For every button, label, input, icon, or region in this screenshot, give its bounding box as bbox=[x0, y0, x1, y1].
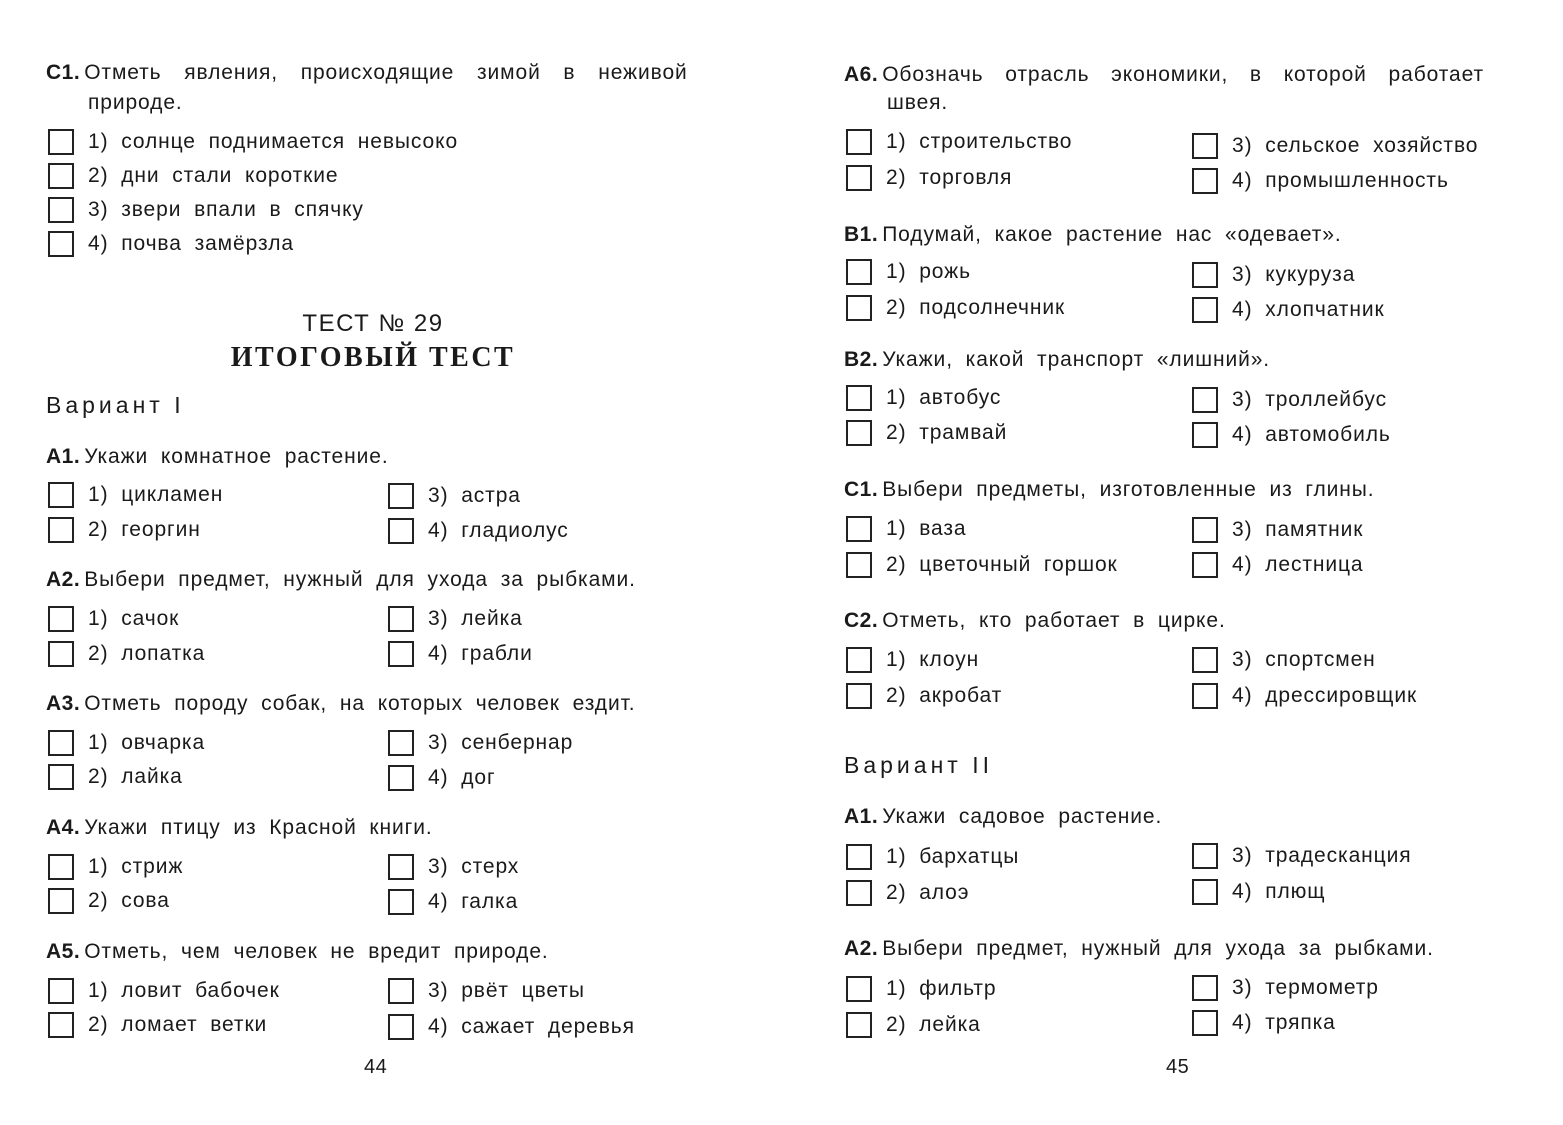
checkbox[interactable] bbox=[1192, 879, 1218, 905]
option[interactable]: 1) ловит бабочек bbox=[48, 976, 280, 1006]
option[interactable]: 3) спортсмен bbox=[1192, 645, 1376, 675]
checkbox[interactable] bbox=[48, 978, 74, 1004]
checkbox[interactable] bbox=[388, 854, 414, 880]
question-a3: А3. Отметь породу собак, на которых человек ездит. bbox=[46, 692, 636, 715]
checkbox[interactable] bbox=[388, 889, 414, 915]
checkbox[interactable] bbox=[1192, 422, 1218, 448]
checkbox[interactable] bbox=[388, 518, 414, 544]
checkbox[interactable] bbox=[1192, 975, 1218, 1001]
checkbox[interactable] bbox=[48, 1012, 74, 1038]
page-number: 45 bbox=[1166, 1056, 1190, 1078]
checkbox[interactable] bbox=[846, 552, 872, 578]
option[interactable]: 1) рожь bbox=[846, 257, 971, 287]
option[interactable]: 2) лайка bbox=[48, 762, 183, 792]
variant-heading: Вариант II bbox=[844, 752, 993, 778]
option[interactable]: 4) сажает деревья bbox=[388, 1012, 635, 1042]
option[interactable]: 2) лейка bbox=[846, 1010, 981, 1040]
option[interactable]: 2) акробат bbox=[846, 681, 1002, 711]
option[interactable]: 4) гладиолус bbox=[388, 516, 569, 546]
test-subtitle: ИТОГОВЫЙ ТЕСТ bbox=[230, 342, 516, 373]
question-text-line1: Отметь явления, происходящие зимой в неживой bbox=[84, 61, 688, 84]
checkbox[interactable] bbox=[846, 259, 872, 285]
checkbox[interactable] bbox=[1192, 168, 1218, 194]
option[interactable]: 3) сельское хозяйство bbox=[1192, 131, 1478, 161]
checkbox[interactable] bbox=[1192, 387, 1218, 413]
option[interactable]: 2) лопатка bbox=[48, 639, 205, 669]
question-b2: В2. Укажи, какой транспорт «лишний». bbox=[844, 348, 1271, 371]
question-b1: В1. Подумай, какое растение нас «одевает». bbox=[844, 223, 1342, 246]
question-a1: А1. Укажи комнатное растение. bbox=[46, 445, 389, 468]
checkbox[interactable] bbox=[846, 516, 872, 542]
checkbox[interactable] bbox=[846, 165, 872, 191]
option[interactable]: 2) торговля bbox=[846, 163, 1012, 193]
checkbox[interactable] bbox=[48, 854, 74, 880]
checkbox[interactable] bbox=[846, 1012, 872, 1038]
checkbox[interactable] bbox=[48, 730, 74, 756]
option[interactable]: 4) галка bbox=[388, 887, 518, 917]
option[interactable]: 3) астра bbox=[388, 481, 521, 511]
question-a1-v2: А1. Укажи садовое растение. bbox=[844, 805, 1163, 828]
question-a4: А4. Укажи птицу из Красной книги. bbox=[46, 816, 433, 839]
option[interactable]: 3) термометр bbox=[1192, 973, 1379, 1003]
option[interactable]: 1) фильтр bbox=[846, 974, 996, 1004]
checkbox[interactable] bbox=[388, 1014, 414, 1040]
checkbox[interactable] bbox=[1192, 683, 1218, 709]
checkbox[interactable] bbox=[388, 641, 414, 667]
option[interactable]: 4) автомобиль bbox=[1192, 420, 1391, 450]
page-44 bbox=[0, 0, 780, 1125]
checkbox[interactable] bbox=[846, 880, 872, 906]
option-c1-1[interactable]: 1) солнце поднимается невысоко bbox=[48, 127, 458, 157]
checkbox[interactable] bbox=[48, 764, 74, 790]
checkbox[interactable] bbox=[846, 385, 872, 411]
option[interactable]: 4) плющ bbox=[1192, 877, 1325, 907]
option[interactable]: 1) цикламен bbox=[48, 480, 223, 510]
checkbox[interactable] bbox=[48, 641, 74, 667]
option[interactable]: 4) тряпка bbox=[1192, 1008, 1336, 1038]
option[interactable]: 1) автобус bbox=[846, 383, 1001, 413]
option[interactable]: 3) традесканция bbox=[1192, 841, 1411, 871]
option[interactable]: 3) памятник bbox=[1192, 515, 1363, 545]
checkbox[interactable] bbox=[388, 978, 414, 1004]
option[interactable]: 4) грабли bbox=[388, 639, 533, 669]
checkbox[interactable] bbox=[48, 231, 74, 257]
checkbox[interactable] bbox=[48, 482, 74, 508]
question-a6-cont: швея. bbox=[887, 91, 949, 114]
checkbox[interactable] bbox=[1192, 1010, 1218, 1036]
checkbox[interactable] bbox=[1192, 297, 1218, 323]
option[interactable]: 2) ломает ветки bbox=[48, 1010, 267, 1040]
option[interactable]: 1) клоун bbox=[846, 645, 979, 675]
option[interactable]: 4) промышленность bbox=[1192, 166, 1449, 196]
page-number: 44 bbox=[364, 1056, 388, 1078]
checkbox[interactable] bbox=[388, 606, 414, 632]
option[interactable]: 3) стерх bbox=[388, 852, 519, 882]
checkbox[interactable] bbox=[48, 888, 74, 914]
option-c1-4[interactable]: 4) почва замёрзла bbox=[48, 229, 294, 259]
option[interactable]: 4) дрессировщик bbox=[1192, 681, 1417, 711]
question-a2-v2: А2. Выбери предмет, нужный для ухода за рыбками. bbox=[844, 937, 1434, 960]
option[interactable]: 2) трамвай bbox=[846, 418, 1007, 448]
option-c1-3[interactable]: 3) звери впали в спячку bbox=[48, 195, 364, 225]
option[interactable]: 2) подсолнечник bbox=[846, 293, 1065, 323]
option[interactable]: 4) хлопчатник bbox=[1192, 295, 1385, 325]
checkbox[interactable] bbox=[388, 483, 414, 509]
checkbox[interactable] bbox=[48, 163, 74, 189]
checkbox[interactable] bbox=[388, 730, 414, 756]
option[interactable]: 1) сачок bbox=[48, 604, 179, 634]
question-a6: А6. Обозначь отрасль экономики, в которой работает bbox=[844, 63, 1485, 86]
option[interactable]: 2) сова bbox=[48, 886, 170, 916]
checkbox[interactable] bbox=[48, 606, 74, 632]
page-45 bbox=[780, 0, 1563, 1125]
checkbox[interactable] bbox=[48, 129, 74, 155]
checkbox[interactable] bbox=[48, 197, 74, 223]
option[interactable]: 3) лейка bbox=[388, 604, 523, 634]
question-a2: А2. Выбери предмет, нужный для ухода за рыбками. bbox=[46, 568, 636, 591]
checkbox[interactable] bbox=[48, 517, 74, 543]
option[interactable]: 4) лестница bbox=[1192, 550, 1364, 580]
question-a5: А5. Отметь, чем человек не вредит природе. bbox=[46, 940, 549, 963]
option[interactable]: 1) строительство bbox=[846, 127, 1072, 157]
checkbox[interactable] bbox=[1192, 552, 1218, 578]
checkbox[interactable] bbox=[846, 420, 872, 446]
option[interactable]: 3) троллейбус bbox=[1192, 385, 1387, 415]
checkbox[interactable] bbox=[1192, 843, 1218, 869]
checkbox[interactable] bbox=[846, 295, 872, 321]
option[interactable]: 1) ваза bbox=[846, 514, 966, 544]
option[interactable]: 2) георгин bbox=[48, 515, 201, 545]
option[interactable]: 2) цветочный горшок bbox=[846, 550, 1118, 580]
checkbox[interactable] bbox=[846, 844, 872, 870]
option-c1-2[interactable]: 2) дни стали короткие bbox=[48, 161, 338, 191]
checkbox[interactable] bbox=[1192, 647, 1218, 673]
checkbox[interactable] bbox=[846, 976, 872, 1002]
option[interactable]: 1) овчарка bbox=[48, 728, 205, 758]
test-title: ТЕСТ № 29 bbox=[302, 310, 444, 337]
variant-heading: Вариант I bbox=[46, 392, 185, 418]
question-number: C1. bbox=[46, 61, 81, 84]
option[interactable]: 3) рвёт цветы bbox=[388, 976, 585, 1006]
option[interactable]: 3) сенбернар bbox=[388, 728, 573, 758]
option[interactable]: 3) кукуруза bbox=[1192, 260, 1355, 290]
question-c1: С1. Выбери предметы, изготовленные из глины. bbox=[844, 478, 1375, 501]
option[interactable]: 4) дог bbox=[388, 763, 496, 793]
checkbox[interactable] bbox=[846, 129, 872, 155]
option[interactable]: 1) бархатцы bbox=[846, 842, 1019, 872]
option[interactable]: 2) алоэ bbox=[846, 878, 969, 908]
checkbox[interactable] bbox=[846, 683, 872, 709]
question-c1-cont: природе. bbox=[88, 91, 183, 114]
checkbox[interactable] bbox=[1192, 517, 1218, 543]
checkbox[interactable] bbox=[1192, 262, 1218, 288]
question-c1 bbox=[46, 58, 706, 88]
checkbox[interactable] bbox=[388, 765, 414, 791]
checkbox[interactable] bbox=[846, 647, 872, 673]
option[interactable]: 1) стриж bbox=[48, 852, 183, 882]
checkbox[interactable] bbox=[1192, 133, 1218, 159]
question-c2: С2. Отметь, кто работает в цирке. bbox=[844, 609, 1226, 632]
